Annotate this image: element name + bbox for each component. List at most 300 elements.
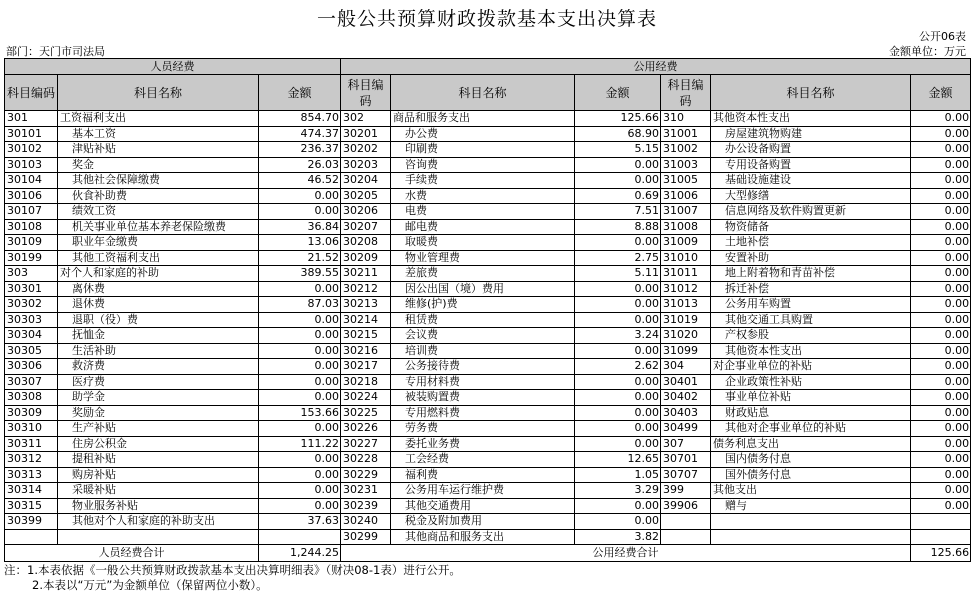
public-name-cell: 邮电费 bbox=[391, 219, 575, 235]
personnel-amount-cell: 36.84 bbox=[259, 219, 341, 235]
personnel-name-cell: 提租补贴 bbox=[58, 452, 259, 468]
public-name-cell: 培训费 bbox=[391, 343, 575, 359]
public-capital-code-cell: 39906 bbox=[661, 498, 711, 514]
public-capital-code-cell: 31001 bbox=[661, 126, 711, 142]
public-capital-code-cell: 304 bbox=[661, 359, 711, 375]
public-code-cell: 30208 bbox=[341, 235, 391, 251]
personnel-code-cell: 30314 bbox=[5, 483, 58, 499]
personnel-code-cell: 30303 bbox=[5, 312, 58, 328]
public-capital-code-cell: 30403 bbox=[661, 405, 711, 421]
personnel-amount-cell: 0.00 bbox=[259, 281, 341, 297]
public-capital-amount-cell: 0.00 bbox=[911, 204, 971, 220]
public-capital-code-cell: 31010 bbox=[661, 250, 711, 266]
personnel-amount-cell: 111.22 bbox=[259, 436, 341, 452]
public-name-cell: 税金及附加费用 bbox=[391, 514, 575, 530]
personnel-amount-cell: 153.66 bbox=[259, 405, 341, 421]
public-amount-cell: 5.15 bbox=[575, 142, 661, 158]
personnel-name-cell: 住房公积金 bbox=[58, 436, 259, 452]
personnel-code-cell: 30301 bbox=[5, 281, 58, 297]
public-capital-code-cell bbox=[661, 529, 711, 545]
public-capital-amount-cell: 0.00 bbox=[911, 111, 971, 127]
personnel-amount-cell: 0.00 bbox=[259, 421, 341, 437]
public-name-cell: 其他交通费用 bbox=[391, 498, 575, 514]
public-code-cell: 30209 bbox=[341, 250, 391, 266]
unit-label: 金额单位：万元 bbox=[889, 45, 966, 58]
public-capital-name-cell: 企业政策性补贴 bbox=[711, 374, 911, 390]
public-code-cell: 30202 bbox=[341, 142, 391, 158]
personnel-name-cell: 其他工资福利支出 bbox=[58, 250, 259, 266]
public-amount-cell: 0.00 bbox=[575, 514, 661, 530]
public-code-cell: 30201 bbox=[341, 126, 391, 142]
public-capital-name-cell: 其他交通工具购置 bbox=[711, 312, 911, 328]
personnel-code-cell: 30304 bbox=[5, 328, 58, 344]
public-capital-amount-cell: 0.00 bbox=[911, 405, 971, 421]
public-capital-amount-cell: 0.00 bbox=[911, 157, 971, 173]
personnel-code-cell: 30306 bbox=[5, 359, 58, 375]
personnel-amount-cell: 0.00 bbox=[259, 188, 341, 204]
public-code-cell: 30228 bbox=[341, 452, 391, 468]
public-capital-amount-cell: 0.00 bbox=[911, 452, 971, 468]
code-header: 科目编码 bbox=[5, 75, 58, 111]
personnel-amount-cell: 0.00 bbox=[259, 467, 341, 483]
public-name-cell: 会议费 bbox=[391, 328, 575, 344]
public-name-cell: 其他商品和服务支出 bbox=[391, 529, 575, 545]
personnel-total-label: 人员经费合计 bbox=[5, 545, 259, 562]
public-amount-cell: 0.00 bbox=[575, 157, 661, 173]
table-row bbox=[5, 436, 971, 452]
public-amount-cell: 0.00 bbox=[575, 173, 661, 189]
public-capital-amount-cell: 0.00 bbox=[911, 390, 971, 406]
table-row bbox=[5, 390, 971, 406]
public-code-cell: 30240 bbox=[341, 514, 391, 530]
public-capital-code-cell: 31003 bbox=[661, 157, 711, 173]
code-header: 科目编码 bbox=[661, 75, 711, 111]
table-row bbox=[5, 126, 971, 142]
public-capital-name-cell bbox=[711, 514, 911, 530]
public-capital-name-cell: 其他资本性支出 bbox=[711, 343, 911, 359]
public-amount-cell: 12.65 bbox=[575, 452, 661, 468]
personnel-amount-cell: 0.00 bbox=[259, 328, 341, 344]
public-name-cell: 办公费 bbox=[391, 126, 575, 142]
personnel-code-cell: 30101 bbox=[5, 126, 58, 142]
public-amount-cell: 3.29 bbox=[575, 483, 661, 499]
public-amount-cell: 1.05 bbox=[575, 467, 661, 483]
public-capital-name-cell: 事业单位补贴 bbox=[711, 390, 911, 406]
personnel-name-cell: 生活补助 bbox=[58, 343, 259, 359]
personnel-amount-cell: 0.00 bbox=[259, 498, 341, 514]
table-row bbox=[5, 312, 971, 328]
public-code-cell: 30299 bbox=[341, 529, 391, 545]
public-capital-amount-cell bbox=[911, 514, 971, 530]
table-row bbox=[5, 405, 971, 421]
personnel-code-cell: 30305 bbox=[5, 343, 58, 359]
table-row bbox=[5, 498, 971, 514]
amount-header: 金额 bbox=[575, 75, 661, 111]
public-code-cell: 30226 bbox=[341, 421, 391, 437]
public-capital-code-cell: 31006 bbox=[661, 188, 711, 204]
public-capital-amount-cell: 0.00 bbox=[911, 498, 971, 514]
personnel-code-cell: 30315 bbox=[5, 498, 58, 514]
public-capital-amount-cell: 0.00 bbox=[911, 374, 971, 390]
public-capital-amount-cell: 0.00 bbox=[911, 219, 971, 235]
table-row bbox=[5, 142, 971, 158]
public-amount-cell: 5.11 bbox=[575, 266, 661, 282]
public-capital-code-cell: 307 bbox=[661, 436, 711, 452]
public-amount-cell: 68.90 bbox=[575, 126, 661, 142]
public-amount-cell: 3.24 bbox=[575, 328, 661, 344]
public-capital-amount-cell: 0.00 bbox=[911, 359, 971, 375]
public-amount-cell: 0.00 bbox=[575, 281, 661, 297]
department-label: 部门：天门市司法局 bbox=[6, 45, 105, 58]
personnel-amount-cell: 0.00 bbox=[259, 359, 341, 375]
public-code-cell: 30218 bbox=[341, 374, 391, 390]
personnel-amount-cell: 0.00 bbox=[259, 452, 341, 468]
personnel-name-cell: 津贴补贴 bbox=[58, 142, 259, 158]
personnel-code-cell: 30106 bbox=[5, 188, 58, 204]
table-row bbox=[5, 297, 971, 313]
public-capital-name-cell: 土地补偿 bbox=[711, 235, 911, 251]
public-amount-cell: 125.66 bbox=[575, 111, 661, 127]
public-code-cell: 30217 bbox=[341, 359, 391, 375]
public-capital-amount-cell: 0.00 bbox=[911, 266, 971, 282]
public-name-cell: 被装购置费 bbox=[391, 390, 575, 406]
personnel-code-cell: 30308 bbox=[5, 390, 58, 406]
public-name-cell: 专用材料费 bbox=[391, 374, 575, 390]
public-capital-name-cell: 地上附着物和青苗补偿 bbox=[711, 266, 911, 282]
table-row bbox=[5, 359, 971, 375]
public-capital-name-cell: 信息网络及软件购置更新 bbox=[711, 204, 911, 220]
public-capital-code-cell: 30499 bbox=[661, 421, 711, 437]
public-capital-code-cell: 30401 bbox=[661, 374, 711, 390]
public-capital-code-cell: 31099 bbox=[661, 343, 711, 359]
personnel-name-cell: 救济费 bbox=[58, 359, 259, 375]
public-code-cell: 30211 bbox=[341, 266, 391, 282]
public-code-cell: 30212 bbox=[341, 281, 391, 297]
table-row bbox=[5, 281, 971, 297]
personnel-section-header: 人员经费 bbox=[5, 59, 341, 75]
public-amount-cell: 3.82 bbox=[575, 529, 661, 545]
public-name-cell: 公务接待费 bbox=[391, 359, 575, 375]
public-capital-code-cell: 31012 bbox=[661, 281, 711, 297]
table-row bbox=[5, 483, 971, 499]
public-name-cell: 福利费 bbox=[391, 467, 575, 483]
personnel-name-cell: 助学金 bbox=[58, 390, 259, 406]
personnel-name-cell: 奖励金 bbox=[58, 405, 259, 421]
table-row bbox=[5, 328, 971, 344]
personnel-total-value: 1,244.25 bbox=[259, 545, 341, 562]
public-capital-code-cell: 31002 bbox=[661, 142, 711, 158]
personnel-amount-cell: 854.70 bbox=[259, 111, 341, 127]
public-capital-name-cell: 债务利息支出 bbox=[711, 436, 911, 452]
name-header: 科目名称 bbox=[391, 75, 575, 111]
public-capital-amount-cell: 0.00 bbox=[911, 250, 971, 266]
personnel-amount-cell: 0.00 bbox=[259, 390, 341, 406]
expenditure-table bbox=[4, 58, 971, 562]
table-row bbox=[5, 157, 971, 173]
totals-row bbox=[5, 545, 971, 562]
personnel-amount-cell: 236.37 bbox=[259, 142, 341, 158]
public-capital-code-cell: 31011 bbox=[661, 266, 711, 282]
personnel-code-cell: 30310 bbox=[5, 421, 58, 437]
table-title: 一般公共预算财政拨款基本支出决算表 bbox=[316, 8, 657, 30]
table-row bbox=[5, 188, 971, 204]
public-code-cell: 30215 bbox=[341, 328, 391, 344]
public-code-cell: 30213 bbox=[341, 297, 391, 313]
table-row bbox=[5, 219, 971, 235]
personnel-name-cell: 其他社会保障缴费 bbox=[58, 173, 259, 189]
public-capital-name-cell: 国外债务付息 bbox=[711, 467, 911, 483]
personnel-amount-cell: 21.52 bbox=[259, 250, 341, 266]
public-amount-cell: 8.88 bbox=[575, 219, 661, 235]
personnel-name-cell: 生产补贴 bbox=[58, 421, 259, 437]
public-capital-code-cell: 31019 bbox=[661, 312, 711, 328]
public-name-cell: 租赁费 bbox=[391, 312, 575, 328]
personnel-amount-cell: 87.03 bbox=[259, 297, 341, 313]
public-capital-code-cell: 30402 bbox=[661, 390, 711, 406]
public-capital-amount-cell: 0.00 bbox=[911, 142, 971, 158]
public-capital-code-cell: 31020 bbox=[661, 328, 711, 344]
public-name-cell: 印刷费 bbox=[391, 142, 575, 158]
public-capital-code-cell: 310 bbox=[661, 111, 711, 127]
personnel-code-cell: 30307 bbox=[5, 374, 58, 390]
amount-header: 金额 bbox=[911, 75, 971, 111]
public-capital-code-cell: 31008 bbox=[661, 219, 711, 235]
public-code-cell: 30225 bbox=[341, 405, 391, 421]
public-code-cell: 30207 bbox=[341, 219, 391, 235]
public-capital-amount-cell: 0.00 bbox=[911, 188, 971, 204]
public-amount-cell: 2.62 bbox=[575, 359, 661, 375]
personnel-name-cell: 采暖补贴 bbox=[58, 483, 259, 499]
public-amount-cell: 0.00 bbox=[575, 374, 661, 390]
personnel-name-cell: 基本工资 bbox=[58, 126, 259, 142]
personnel-name-cell: 奖金 bbox=[58, 157, 259, 173]
personnel-code-cell: 30399 bbox=[5, 514, 58, 530]
public-name-cell: 工会经费 bbox=[391, 452, 575, 468]
public-capital-name-cell: 大型修缮 bbox=[711, 188, 911, 204]
public-name-cell: 咨询费 bbox=[391, 157, 575, 173]
personnel-amount-cell: 0.00 bbox=[259, 312, 341, 328]
public-capital-code-cell: 31007 bbox=[661, 204, 711, 220]
public-amount-cell: 0.69 bbox=[575, 188, 661, 204]
public-amount-cell: 2.75 bbox=[575, 250, 661, 266]
public-code-cell: 30229 bbox=[341, 467, 391, 483]
public-capital-amount-cell: 0.00 bbox=[911, 436, 971, 452]
public-capital-code-cell bbox=[661, 514, 711, 530]
personnel-amount-cell: 26.03 bbox=[259, 157, 341, 173]
personnel-name-cell bbox=[58, 529, 259, 545]
table-row bbox=[5, 529, 971, 545]
public-name-cell: 水费 bbox=[391, 188, 575, 204]
public-capital-name-cell: 财政贴息 bbox=[711, 405, 911, 421]
public-capital-name-cell: 拆迁补偿 bbox=[711, 281, 911, 297]
public-capital-amount-cell: 0.00 bbox=[911, 328, 971, 344]
personnel-code-cell bbox=[5, 529, 58, 545]
personnel-amount-cell: 13.06 bbox=[259, 235, 341, 251]
public-amount-cell: 0.00 bbox=[575, 343, 661, 359]
table-row bbox=[5, 452, 971, 468]
public-code-cell: 30203 bbox=[341, 157, 391, 173]
public-name-cell: 维修(护)费 bbox=[391, 297, 575, 313]
personnel-code-cell: 30103 bbox=[5, 157, 58, 173]
public-capital-name-cell: 安置补助 bbox=[711, 250, 911, 266]
public-code-cell: 302 bbox=[341, 111, 391, 127]
personnel-code-cell: 30104 bbox=[5, 173, 58, 189]
public-code-cell: 30206 bbox=[341, 204, 391, 220]
public-capital-amount-cell: 0.00 bbox=[911, 421, 971, 437]
public-capital-amount-cell bbox=[911, 529, 971, 545]
public-capital-code-cell: 30701 bbox=[661, 452, 711, 468]
personnel-amount-cell: 0.00 bbox=[259, 374, 341, 390]
personnel-amount-cell: 46.52 bbox=[259, 173, 341, 189]
public-code-cell: 30204 bbox=[341, 173, 391, 189]
public-capital-amount-cell: 0.00 bbox=[911, 126, 971, 142]
public-amount-cell: 0.00 bbox=[575, 405, 661, 421]
personnel-code-cell: 30199 bbox=[5, 250, 58, 266]
public-name-cell: 电费 bbox=[391, 204, 575, 220]
personnel-amount-cell: 0.00 bbox=[259, 343, 341, 359]
public-capital-amount-cell: 0.00 bbox=[911, 343, 971, 359]
public-name-cell: 委托业务费 bbox=[391, 436, 575, 452]
personnel-code-cell: 303 bbox=[5, 266, 58, 282]
table-row bbox=[5, 235, 971, 251]
public-capital-code-cell: 31013 bbox=[661, 297, 711, 313]
personnel-code-cell: 30313 bbox=[5, 467, 58, 483]
public-capital-code-cell: 30707 bbox=[661, 467, 711, 483]
note-2: 2.本表以“万元”为金额单位（保留两位小数）。 bbox=[32, 578, 268, 592]
public-capital-name-cell: 房屋建筑物购建 bbox=[711, 126, 911, 142]
public-name-cell: 手续费 bbox=[391, 173, 575, 189]
public-code-cell: 30239 bbox=[341, 498, 391, 514]
table-row bbox=[5, 204, 971, 220]
section-header-row bbox=[5, 59, 971, 75]
personnel-name-cell: 物业服务补贴 bbox=[58, 498, 259, 514]
personnel-name-cell: 对个人和家庭的补助 bbox=[58, 266, 259, 282]
code-header: 科目编码 bbox=[341, 75, 391, 111]
public-capital-name-cell: 其他资本性支出 bbox=[711, 111, 911, 127]
personnel-code-cell: 301 bbox=[5, 111, 58, 127]
public-capital-name-cell: 公务用车购置 bbox=[711, 297, 911, 313]
public-capital-name-cell: 办公设备购置 bbox=[711, 142, 911, 158]
personnel-name-cell: 绩效工资 bbox=[58, 204, 259, 220]
public-capital-name-cell bbox=[711, 529, 911, 545]
public-name-cell: 取暖费 bbox=[391, 235, 575, 251]
table-row bbox=[5, 250, 971, 266]
public-capital-code-cell: 399 bbox=[661, 483, 711, 499]
personnel-code-cell: 30107 bbox=[5, 204, 58, 220]
public-name-cell: 商品和服务支出 bbox=[391, 111, 575, 127]
public-code-cell: 30231 bbox=[341, 483, 391, 499]
personnel-amount-cell bbox=[259, 529, 341, 545]
public-capital-name-cell: 国内债务付息 bbox=[711, 452, 911, 468]
public-amount-cell: 0.00 bbox=[575, 235, 661, 251]
public-capital-name-cell: 其他对企事业单位的补贴 bbox=[711, 421, 911, 437]
public-name-cell: 因公出国（境）费用 bbox=[391, 281, 575, 297]
public-capital-name-cell: 专用设备购置 bbox=[711, 157, 911, 173]
public-amount-cell: 0.00 bbox=[575, 421, 661, 437]
public-name-cell: 差旅费 bbox=[391, 266, 575, 282]
public-capital-name-cell: 产权参股 bbox=[711, 328, 911, 344]
public-total-value: 125.66 bbox=[911, 545, 971, 562]
table-row bbox=[5, 421, 971, 437]
table-row bbox=[5, 514, 971, 530]
personnel-name-cell: 退职（役）费 bbox=[58, 312, 259, 328]
public-code-cell: 30216 bbox=[341, 343, 391, 359]
public-capital-amount-cell: 0.00 bbox=[911, 235, 971, 251]
table-row bbox=[5, 173, 971, 189]
personnel-code-cell: 30302 bbox=[5, 297, 58, 313]
name-header: 科目名称 bbox=[711, 75, 911, 111]
table-row bbox=[5, 467, 971, 483]
personnel-amount-cell: 0.00 bbox=[259, 204, 341, 220]
personnel-name-cell: 伙食补助费 bbox=[58, 188, 259, 204]
personnel-name-cell: 医疗费 bbox=[58, 374, 259, 390]
personnel-amount-cell: 37.63 bbox=[259, 514, 341, 530]
table-row bbox=[5, 374, 971, 390]
public-capital-name-cell: 物资储备 bbox=[711, 219, 911, 235]
public-capital-name-cell: 其他支出 bbox=[711, 483, 911, 499]
public-name-cell: 物业管理费 bbox=[391, 250, 575, 266]
note-1: 注：1.本表依据《一般公共预算财政拨款基本支出决算明细表》（财决08-1表）进行公开。 bbox=[4, 563, 461, 577]
public-capital-amount-cell: 0.00 bbox=[911, 281, 971, 297]
public-amount-cell: 0.00 bbox=[575, 498, 661, 514]
personnel-code-cell: 30311 bbox=[5, 436, 58, 452]
public-capital-amount-cell: 0.00 bbox=[911, 312, 971, 328]
public-code-cell: 30224 bbox=[341, 390, 391, 406]
personnel-name-cell: 购房补贴 bbox=[58, 467, 259, 483]
public-name-cell: 专用燃料费 bbox=[391, 405, 575, 421]
personnel-name-cell: 机关事业单位基本养老保险缴费 bbox=[58, 219, 259, 235]
personnel-name-cell: 其他对个人和家庭的补助支出 bbox=[58, 514, 259, 530]
notes bbox=[4, 563, 461, 593]
name-header: 科目名称 bbox=[58, 75, 259, 111]
public-total-label: 公用经费合计 bbox=[341, 545, 911, 562]
form-code: 公开06表 bbox=[919, 30, 966, 43]
table-row bbox=[5, 266, 971, 282]
public-capital-name-cell: 赠与 bbox=[711, 498, 911, 514]
personnel-name-cell: 工资福利支出 bbox=[58, 111, 259, 127]
public-amount-cell: 0.00 bbox=[575, 312, 661, 328]
public-amount-cell: 7.51 bbox=[575, 204, 661, 220]
public-capital-amount-cell: 0.00 bbox=[911, 483, 971, 499]
personnel-code-cell: 30108 bbox=[5, 219, 58, 235]
public-capital-amount-cell: 0.00 bbox=[911, 467, 971, 483]
column-header-row bbox=[5, 75, 971, 111]
table-row bbox=[5, 343, 971, 359]
public-capital-amount-cell: 0.00 bbox=[911, 297, 971, 313]
personnel-code-cell: 30109 bbox=[5, 235, 58, 251]
personnel-name-cell: 抚恤金 bbox=[58, 328, 259, 344]
public-capital-name-cell: 基础设施建设 bbox=[711, 173, 911, 189]
table-row bbox=[5, 111, 971, 127]
personnel-amount-cell: 474.37 bbox=[259, 126, 341, 142]
personnel-amount-cell: 0.00 bbox=[259, 483, 341, 499]
public-amount-cell: 0.00 bbox=[575, 436, 661, 452]
public-name-cell: 公务用车运行维护费 bbox=[391, 483, 575, 499]
public-amount-cell: 0.00 bbox=[575, 390, 661, 406]
public-amount-cell: 0.00 bbox=[575, 297, 661, 313]
personnel-name-cell: 职业年金缴费 bbox=[58, 235, 259, 251]
public-section-header: 公用经费 bbox=[341, 59, 971, 75]
personnel-amount-cell: 389.55 bbox=[259, 266, 341, 282]
public-code-cell: 30227 bbox=[341, 436, 391, 452]
public-name-cell: 劳务费 bbox=[391, 421, 575, 437]
public-capital-code-cell: 31005 bbox=[661, 173, 711, 189]
personnel-name-cell: 退休费 bbox=[58, 297, 259, 313]
personnel-name-cell: 离休费 bbox=[58, 281, 259, 297]
public-capital-code-cell: 31009 bbox=[661, 235, 711, 251]
amount-header: 金额 bbox=[259, 75, 341, 111]
public-capital-amount-cell: 0.00 bbox=[911, 173, 971, 189]
